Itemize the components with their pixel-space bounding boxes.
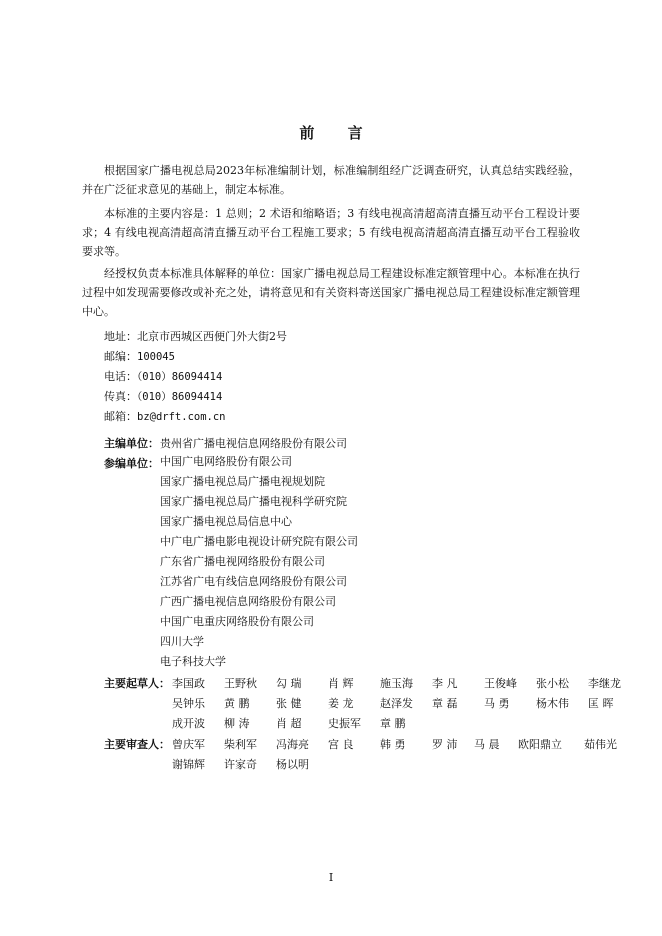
participating-unit: 广东省广播电视网络股份有限公司: [160, 555, 325, 568]
chief-unit-label: 主编单位：: [104, 437, 159, 450]
drafter-name: 肖 辉: [328, 677, 354, 690]
reviewer-name: 曾庆军: [172, 738, 205, 751]
chief-unit-value: 贵州省广播电视信息网络股份有限公司: [160, 437, 347, 450]
reviewer-name: 谢锦辉: [172, 758, 205, 771]
drafter-name: 李继龙: [588, 677, 621, 690]
participating-units-label: 参编单位：: [104, 457, 159, 470]
participating-unit: 中国广电网络股份有限公司: [160, 455, 292, 468]
drafter-name: 黄 鹏: [224, 697, 250, 710]
reviewers-row-1: [0, 736, 662, 752]
drafter-name: 张 健: [276, 697, 302, 710]
participating-unit: 电子科技大学: [160, 655, 226, 668]
reviewer-name: 柴利军: [224, 738, 257, 751]
fax-label: 传真：: [104, 390, 137, 403]
paragraph-1: 根据国家广播电视总局2023年标准编制计划，标准编制组经广泛调查研究，认真总结实践经验，并在广泛征求意见的基础上，制定本标准。: [82, 164, 580, 196]
email-line: [104, 407, 287, 427]
page-title: 前 言: [299, 124, 377, 142]
drafter-name: 施玉海: [380, 677, 413, 690]
postcode-line: [104, 347, 287, 367]
reviewer-name: 欧阳鼎立: [518, 738, 562, 751]
drafter-name: 勾 瑞: [276, 677, 302, 690]
reviewer-name: 许家奇: [224, 758, 257, 771]
reviewer-name: 罗 沛: [432, 738, 458, 751]
participating-unit: 四川大学: [160, 635, 204, 648]
drafter-name: 张小松: [536, 677, 569, 690]
postcode-label: 邮编：: [104, 350, 137, 363]
fax-line: [104, 387, 287, 407]
reviewers-row-2: [0, 756, 662, 772]
drafters-row-3: [0, 715, 662, 731]
drafter-name: 章 鹏: [380, 717, 406, 730]
participating-units-list: [160, 452, 358, 672]
participating-unit: 江苏省广电有线信息网络股份有限公司: [160, 575, 347, 588]
participating-unit: 广西广播电视信息网络股份有限公司: [160, 595, 336, 608]
drafter-name: 王野秋: [224, 677, 257, 690]
paragraph-2: 本标准的主要内容是：1 总则；2 术语和缩略语；3 有线电视高清超高清直播互动平台工程设计要求；4 有线电视高清超高清直播互动平台工程施工要求；5 有线电视高清超高清直播互动平台工程验收要求等。: [82, 207, 580, 258]
drafters-label: 主要起草人：: [104, 677, 170, 690]
address-line: 地址：北京市西城区西便门外大街2号: [104, 330, 287, 343]
email-label: 邮箱：: [104, 410, 137, 423]
drafter-name: 成开波: [172, 717, 205, 730]
participating-unit: 国家广播电视总局广播电视科学研究院: [160, 495, 347, 508]
paragraph-3: 经授权负责本标准具体解释的单位：国家广播电视总局工程建设标准定额管理中心。本标准在执行过程中如发现需要修改或补充之处，请将意见和有关资料寄送国家广播电视总局工程建设标准定额管理中心。: [82, 267, 580, 318]
page-number: I: [328, 871, 334, 884]
drafter-name: 肖 超: [276, 717, 302, 730]
drafter-name: 姜 龙: [328, 697, 354, 710]
email-value: bz@drft.com.cn: [137, 411, 226, 423]
reviewer-name: 冯海亮: [276, 738, 309, 751]
fax-value: （010）86094414: [137, 391, 223, 403]
reviewers-label: 主要审查人：: [104, 738, 170, 751]
participating-unit: 国家广播电视总局广播电视规划院: [160, 475, 325, 488]
contact-block: [104, 327, 287, 427]
drafter-name: 马 勇: [484, 697, 510, 710]
participating-unit: 中国广电重庆网络股份有限公司: [160, 615, 314, 628]
drafter-name: 李国政: [172, 677, 205, 690]
reviewer-name: 马 晨: [474, 738, 500, 751]
drafters-row-1: [0, 675, 662, 691]
participating-unit: 国家广播电视总局信息中心: [160, 515, 292, 528]
reviewer-name: 韩 勇: [380, 738, 406, 751]
drafter-name: 匡 晖: [588, 697, 614, 710]
drafters-row-2: [0, 695, 662, 711]
drafter-name: 吴钟乐: [172, 697, 205, 710]
reviewer-name: 宫 良: [328, 738, 354, 751]
drafter-name: 李 凡: [432, 677, 458, 690]
drafter-name: 杨木伟: [536, 697, 569, 710]
drafter-name: 柳 涛: [224, 717, 250, 730]
phone-label: 电话：: [104, 370, 137, 383]
participating-unit: 中广电广播电影电视设计研究院有限公司: [160, 535, 358, 548]
reviewer-name: 茹伟光: [584, 738, 617, 751]
drafter-name: 史振军: [328, 717, 361, 730]
drafter-name: 王俊峰: [484, 677, 517, 690]
drafter-name: 章 磊: [432, 697, 458, 710]
phone-line: [104, 367, 287, 387]
phone-value: （010）86094414: [137, 371, 223, 383]
reviewer-name: 杨以明: [276, 758, 309, 771]
drafter-name: 赵泽发: [380, 697, 413, 710]
postcode-value: 100045: [137, 351, 175, 363]
